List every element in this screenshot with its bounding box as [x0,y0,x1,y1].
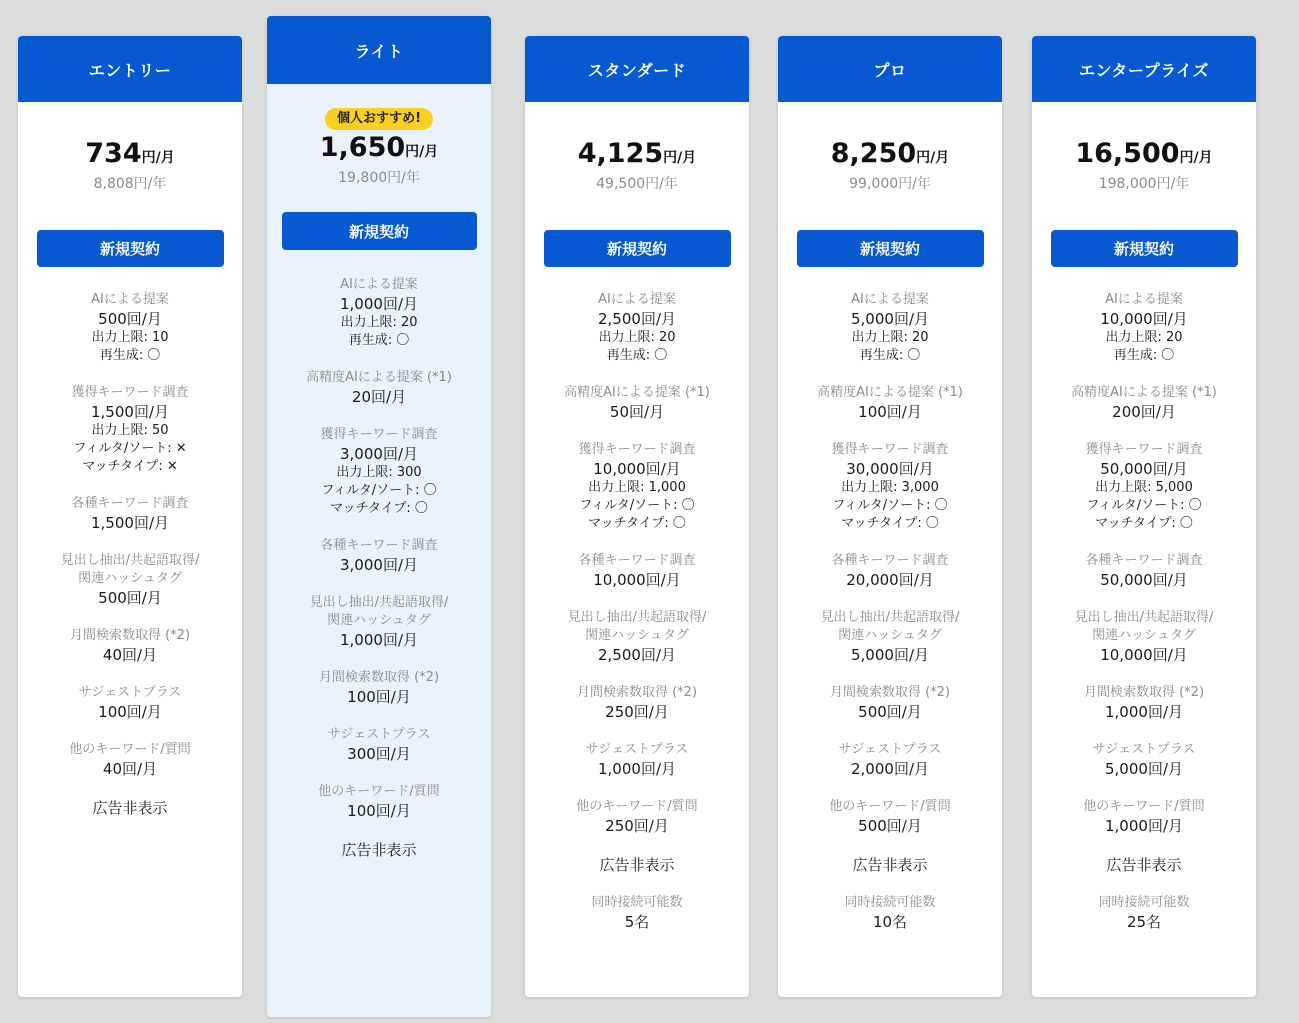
feature-item [1040,684,1248,722]
feature-item [533,291,741,365]
feature-list [1032,291,1256,932]
plan-name: プロ [778,36,1002,102]
yearly-price: 8,808円/年 [93,176,167,192]
price-unit: 円/月 [1179,150,1213,166]
feature-item [1040,741,1248,779]
plan-name: エンタープライズ [1032,36,1256,102]
feature-label: 見出し抽出/共起語取得/ 関連ハッシュタグ [60,553,200,586]
feature-label: サジェストプラス [585,742,689,757]
feature-item [1040,798,1248,836]
feature-label: 他のキーワード/質問 [576,799,698,814]
feature-label: 各種キーワード調査 [578,553,696,568]
feature-label: 月間検索数取得 (*2) [318,670,440,685]
feature-item [26,291,234,365]
feature-item [786,684,994,722]
feature-item [275,276,483,350]
plan-card [778,36,1002,997]
feature-item [26,741,234,779]
feature-item [26,684,234,722]
feature-item [1040,609,1248,665]
feature-item [786,552,994,590]
feature-value: 10,000回/月 [593,460,681,478]
feature-value: 1,000回/月 [598,760,676,778]
feature-value: 出力上限: 20 [851,330,929,345]
feature-item [786,384,994,422]
feature-item [275,783,483,821]
feature-value: 50回/月 [609,403,665,421]
price-unit: 円/月 [916,150,950,166]
feature-value: 200回/月 [1112,403,1176,421]
feature-item: 広告非表示 [599,856,675,874]
feature-item [533,741,741,779]
feature-label: 高精度AIによる提案 (*1) [1071,385,1217,400]
feature-item [275,726,483,764]
feature-item [533,384,741,422]
monthly-price: 8,250 [830,138,917,169]
feature-value: 300回/月 [347,745,411,763]
feature-label: AIによる提案 [598,292,676,307]
feature-label: 見出し抽出/共起語取得/ 関連ハッシュタグ [309,595,449,628]
feature-value: 25名 [1126,913,1162,931]
feature-item: 広告非表示 [92,799,168,817]
feature-value: 1,000回/月 [1105,817,1183,835]
subscribe-button[interactable]: 新規契約 [282,212,477,250]
recommended-badge: 個人おすすめ! [325,108,433,130]
feature-value: フィルタ/ソート: 〇 [1086,498,1202,513]
feature-value: 40回/月 [102,760,158,778]
feature-value: フィルタ/ソート: 〇 [321,483,437,498]
feature-value: マッチタイプ: 〇 [588,516,686,531]
feature-value: 10,000回/月 [593,571,681,589]
feature-item [275,369,483,407]
monthly-price: 16,500 [1075,138,1180,169]
feature-item [1040,384,1248,422]
feature-value: 再生成: 〇 [99,348,161,363]
feature-item: 広告非表示 [852,856,928,874]
subscribe-button[interactable]: 新規契約 [797,230,984,267]
price-unit: 円/月 [405,144,439,160]
feature-value: 20,000回/月 [846,571,934,589]
feature-label: AIによる提案 [851,292,929,307]
feature-value: マッチタイプ: ✕ [82,459,178,474]
feature-label: 他のキーワード/質問 [829,799,951,814]
feature-label: 獲得キーワード調査 [71,385,189,400]
feature-label: 他のキーワード/質問 [69,742,191,757]
feature-item [26,627,234,665]
feature-list [778,291,1002,932]
subscribe-button[interactable]: 新規契約 [1051,230,1238,267]
price-row [1032,138,1256,174]
feature-value: 10名 [872,913,908,931]
feature-label: 高精度AIによる提案 (*1) [306,370,452,385]
feature-value: 再生成: 〇 [348,333,410,348]
monthly-price: 4,125 [577,138,664,169]
feature-item [26,495,234,533]
feature-value: 10,000回/月 [1100,646,1188,664]
feature-label: サジェストプラス [1092,742,1196,757]
feature-value: 1,500回/月 [91,403,169,421]
feature-item [1040,894,1248,932]
yearly-price: 49,500円/年 [596,176,678,192]
feature-value: 50,000回/月 [1100,571,1188,589]
plan-name: エントリー [18,36,242,102]
feature-item [533,684,741,722]
feature-item [1040,441,1248,533]
feature-value: 3,000回/月 [340,445,418,463]
feature-label: 獲得キーワード調査 [1085,442,1203,457]
feature-value: 5,000回/月 [851,310,929,328]
feature-value: 1,000回/月 [340,631,418,649]
yearly-price: 99,000円/年 [849,176,931,192]
feature-item [275,426,483,518]
feature-label: 月間検索数取得 (*2) [829,685,951,700]
feature-label: 他のキーワード/質問 [1083,799,1205,814]
feature-item [786,609,994,665]
feature-value: 10,000回/月 [1100,310,1188,328]
feature-value: 再生成: 〇 [1113,348,1175,363]
feature-value: 2,500回/月 [598,310,676,328]
plan-card [525,36,749,997]
feature-value: フィルタ/ソート: ✕ [73,441,187,456]
feature-value: 50,000回/月 [1100,460,1188,478]
feature-item [786,441,994,533]
plan-card [1032,36,1256,997]
feature-item [275,537,483,575]
plan-card [267,16,491,1017]
feature-label: AIによる提案 [1105,292,1183,307]
feature-item [786,894,994,932]
feature-item [533,609,741,665]
feature-value: 500回/月 [98,589,162,607]
feature-label: 各種キーワード調査 [71,496,189,511]
feature-label: サジェストプラス [838,742,942,757]
feature-value: 20回/月 [351,388,407,406]
subscribe-button[interactable]: 新規契約 [544,230,731,267]
feature-label: 見出し抽出/共起語取得/ 関連ハッシュタグ [820,610,960,643]
subscribe-button[interactable]: 新規契約 [37,230,224,267]
feature-value: 1,000回/月 [340,295,418,313]
feature-value: 出力上限: 20 [1105,330,1183,345]
feature-value: 5名 [624,913,650,931]
feature-label: 見出し抽出/共起語取得/ 関連ハッシュタグ [567,610,707,643]
feature-label: 各種キーワード調査 [320,538,438,553]
feature-item [275,594,483,650]
feature-label: 獲得キーワード調査 [831,442,949,457]
price-row [267,132,491,168]
feature-label: AIによる提案 [340,277,418,292]
feature-item: 広告非表示 [1106,856,1182,874]
feature-value: 500回/月 [858,703,922,721]
feature-value: 出力上限: 10 [91,330,169,345]
feature-item [533,552,741,590]
feature-item [1040,291,1248,365]
feature-value: マッチタイプ: 〇 [841,516,939,531]
price-unit: 円/月 [663,150,697,166]
feature-value: 250回/月 [605,703,669,721]
feature-label: AIによる提案 [91,292,169,307]
yearly-price: 198,000円/年 [1098,176,1190,192]
price-unit: 円/月 [141,150,175,166]
feature-value: 2,500回/月 [598,646,676,664]
feature-value: 2,000回/月 [851,760,929,778]
monthly-price: 734 [85,138,142,169]
feature-item [26,552,234,608]
feature-item [533,441,741,533]
feature-label: 同時接続可能数 [844,895,936,910]
feature-value: マッチタイプ: 〇 [330,501,428,516]
feature-label: 見出し抽出/共起語取得/ 関連ハッシュタグ [1074,610,1214,643]
feature-label: 同時接続可能数 [1098,895,1190,910]
feature-label: 月間検索数取得 (*2) [576,685,698,700]
feature-label: 同時接続可能数 [591,895,683,910]
feature-item [275,669,483,707]
plan-name: スタンダード [525,36,749,102]
feature-value: 100回/月 [98,703,162,721]
feature-value: 出力上限: 3,000 [841,480,939,495]
feature-value: 5,000回/月 [1105,760,1183,778]
feature-value: 30,000回/月 [846,460,934,478]
feature-item [786,741,994,779]
feature-value: 1,500回/月 [91,514,169,532]
feature-value: 出力上限: 300 [336,465,422,480]
feature-label: 月間検索数取得 (*2) [1083,685,1205,700]
feature-value: 1,000回/月 [1105,703,1183,721]
feature-value: 出力上限: 20 [598,330,676,345]
price-row [18,138,242,174]
plan-card [18,36,242,997]
feature-value: 3,000回/月 [340,556,418,574]
feature-item [1040,552,1248,590]
feature-value: 500回/月 [98,310,162,328]
feature-value: 500回/月 [858,817,922,835]
feature-value: フィルタ/ソート: 〇 [832,498,948,513]
feature-label: サジェストプラス [78,685,182,700]
feature-label: 高精度AIによる提案 (*1) [564,385,710,400]
monthly-price: 1,650 [319,132,406,163]
feature-value: 100回/月 [347,802,411,820]
feature-item [786,291,994,365]
feature-value: 出力上限: 20 [340,315,418,330]
feature-value: 40回/月 [102,646,158,664]
feature-value: 100回/月 [347,688,411,706]
feature-value: 250回/月 [605,817,669,835]
yearly-price: 19,800円/年 [338,170,420,186]
feature-label: 他のキーワード/質問 [318,784,440,799]
feature-item [533,894,741,932]
feature-value: 100回/月 [858,403,922,421]
feature-value: 出力上限: 50 [91,423,169,438]
feature-value: 再生成: 〇 [606,348,668,363]
feature-label: 各種キーワード調査 [1085,553,1203,568]
feature-label: 月間検索数取得 (*2) [69,628,191,643]
price-row [778,138,1002,174]
feature-value: 出力上限: 1,000 [588,480,686,495]
feature-label: 獲得キーワード調査 [320,427,438,442]
feature-label: 各種キーワード調査 [831,553,949,568]
price-row [525,138,749,174]
feature-item [533,798,741,836]
feature-item [26,384,234,476]
feature-value: フィルタ/ソート: 〇 [579,498,695,513]
feature-label: サジェストプラス [327,727,431,742]
feature-label: 獲得キーワード調査 [578,442,696,457]
feature-list [267,276,491,860]
feature-value: 5,000回/月 [851,646,929,664]
feature-item: 広告非表示 [341,841,417,859]
plan-name: ライト [267,16,491,84]
feature-label: 高精度AIによる提案 (*1) [817,385,963,400]
feature-item [786,798,994,836]
feature-value: 再生成: 〇 [859,348,921,363]
feature-value: マッチタイプ: 〇 [1095,516,1193,531]
feature-list [525,291,749,932]
feature-value: 出力上限: 5,000 [1095,480,1193,495]
feature-list [18,291,242,818]
